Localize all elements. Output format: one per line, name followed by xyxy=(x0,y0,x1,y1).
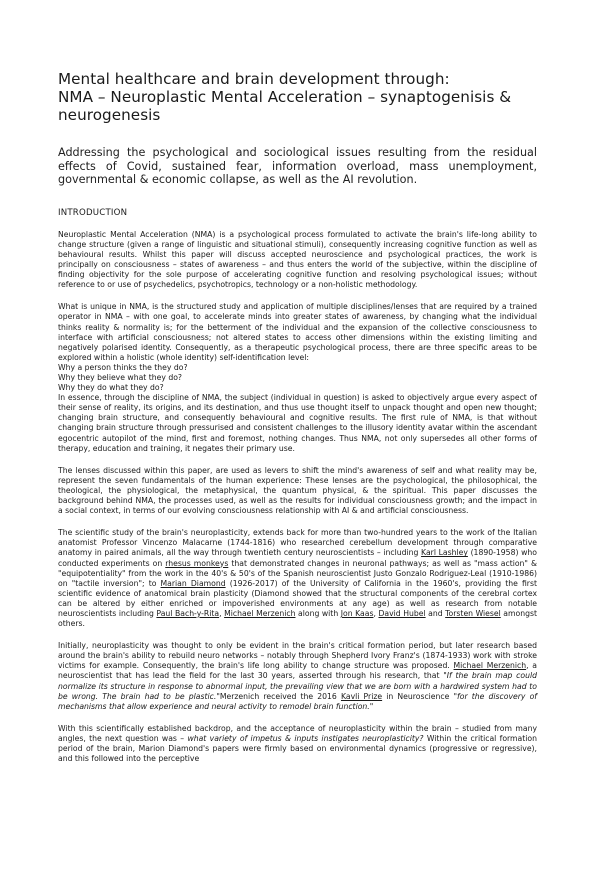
p6-text-d: in Neuroscience xyxy=(382,691,454,701)
paragraph-2-text: What is unique in NMA, is the structured study and application of multiple disciplines/lenses that are required by a trained operator in NMA – with one goal, to accelerate minds into greater states of awareness, by changing what the individual thinks reality & normality is; for the betterment of the individual and the expansion of the collective consciousness to interface with artificial consciousness; not altered states to access other dimensions within the existing limiting and negatively polarised identity. Consequently, as a therapeutic psychological process, there are three specific areas to be explored within a holistic (whole identity) self-identification level: xyxy=(58,302,537,362)
link-marian-diamond[interactable]: Marian Diamond xyxy=(160,578,226,588)
link-torsten-wiesel[interactable]: Torsten Wiesel xyxy=(445,608,501,618)
p5-text-g: , xyxy=(373,608,379,618)
link-rhesus-monkeys[interactable]: rhesus monkeys xyxy=(165,558,229,568)
p6-text-a: Initially, neuroplasticity was thought to only be evident in the brain's critical formation period, but later research based around the brain's ability to rebuild neuro networks – notably through Shepherd Ivory Franz's (1874-1933) work with stroke victims for example. Consequently, the brain's life long ability to change structure was proposed. xyxy=(58,641,537,671)
p5-text-d: (1926-2017) of the University of California in the 1960's, providing the first scientific evidence of anatomical brain plasticity (Diamond showed that the structural components of the cerebral cortex can be altered by either enriched or impoverished environments at any age) as well as research from notable neuroscientists including xyxy=(58,578,537,618)
paragraph-2 xyxy=(58,302,537,453)
document-subtitle: Addressing the psychological and sociological issues resulting from the residual effects of Covid, sustained fear, information overload, mass unemployment, governmental & economic collapse, as well as the AI revolution. xyxy=(58,146,537,187)
p7-text-b: Within the critical formation period of the brain, Marion Diamond's papers were firmly based on environmental dynamics (progressive or regressive), and this followed into the perceptive xyxy=(58,733,537,764)
paragraph-4: The lenses discussed within this paper, are used as levers to shift the mind's awareness of self and what reality may be, represent the seven fundamentals of the human experience: These lenses are the psychological, the philosophical, the theological, the physiological, the metaphysical, the quantum physical, & the spiritual. This paper discusses the background behind NMA, the processes used, as well as the results for individual consciousness growth; and the impact in a social context, in terms of our evolving consciousness relationship with AI & and artificial consciousness. xyxy=(58,465,537,516)
paragraph-1: Neuroplastic Mental Acceleration (NMA) is a psychological process formulated to activate the brain's life-long ability to change structure (given a range of linguistic and situational stimuli), consequently increasing cognitive function as well as behavioural results. Whilst this paper will discuss accepted neuroscience and psychological practices, the work is principally on consciousness – states of awareness – and thus enters the world of the subjective, within the discipline of finding objectivity for the sole purpose of accelerating cognitive function and resolving psychological issues; without reference to or use of psychedelics, psychotropics, technology or a non-holistic methodology. xyxy=(58,229,537,290)
question-line-3: Why they do what they do? xyxy=(58,383,164,393)
paragraph-7 xyxy=(58,724,537,764)
document-title xyxy=(58,70,537,124)
title-line-2: NMA – Neuroplastic Mental Acceleration – synaptogenisis & xyxy=(58,88,512,106)
p6-quote-1: "If the brain map could normalize its structure in response to abnormal input, the prevailing view that we are born with a hardwired system had to be wrong. The brain had to be plastic." xyxy=(58,671,538,701)
p7-text-a: With this scientifically established backdrop, and the acceptance of neuroplasticity within the brain – studied from many angles, the next question was – xyxy=(58,723,537,743)
p5-text-f: along with xyxy=(295,608,341,618)
document-page xyxy=(58,70,537,772)
link-karl-lashley[interactable]: Karl Lashley xyxy=(421,548,468,558)
p6-quote-2: "for the discovery of mechanisms that allow experience and neural activity to remodel brain function." xyxy=(58,691,538,711)
question-line-1: Why a person thinks the they do? xyxy=(58,362,188,372)
p5-text-b: (1890-1958) who conducted experiments on xyxy=(58,548,537,568)
title-line-3: neurogenesis xyxy=(58,106,161,124)
link-jon-kaas[interactable]: Jon Kaas xyxy=(340,608,374,618)
p5-text-h: and xyxy=(425,608,446,618)
title-line-1: Mental healthcare and brain development through: xyxy=(58,70,450,88)
p5-text-a: The scientific study of the brain's neuroplasticity, extends back for more than two-hundred years to the work of the Italian anatomist Professor Vincenzo Malacarne (1744-1816) who researched cerebellum development through comparative anatomy in paired animals, all the way through twentieth century neuroscientists – including xyxy=(58,528,537,558)
link-michael-merzenich-2[interactable]: Michael Merzenich xyxy=(453,661,527,671)
paragraph-5 xyxy=(58,528,537,629)
link-michael-merzenich[interactable]: Michael Merzenich xyxy=(224,608,296,618)
paragraph-6 xyxy=(58,641,537,712)
p7-quote-1: what variety of impetus & inputs instigates neuroplasticity? xyxy=(187,733,424,743)
p5-text-e: , xyxy=(219,608,225,618)
link-david-hubel[interactable]: David Hubel xyxy=(378,608,426,618)
p5-text-i: amongst others. xyxy=(58,608,537,629)
p6-text-c: Merzenich received the 2016 xyxy=(219,691,341,701)
link-paul-bach-y-rita[interactable]: Paul Bach-y-Rita xyxy=(156,608,220,618)
p5-text-c: that demonstrated changes in neuronal pathways; as well as "mass action" & "equipotentiality" from the work in the 40's & 50's of the Spanish neuroscientist Justo Gonzalo Rodriguez-Leal (1910-1986) on "tactile inversion"; to xyxy=(58,558,537,588)
question-line-2: Why they believe what they do? xyxy=(58,373,183,382)
link-kavli-prize[interactable]: Kavli Prize xyxy=(340,691,383,701)
p6-text-b: , a neuroscientist that has lead the field for the last 30 years, asserted through his research, that xyxy=(58,661,537,681)
section-heading-introduction: INTRODUCTION xyxy=(58,207,128,218)
paragraph-3-text: In essence, through the discipline of NMA, the subject (individual in question) is asked to objectively argue every aspect of their sense of reality, its origins, and its destination, and thus use thought itself to unpack thought and open new thought; changing brain structure, and consequently behavioural and cognitive results. The first rule of NMA, is that without changing brain structure through pressurised and consistent challenges to the illusory identity avatar within the ascendant egocentric autopilot of the mind, first and foremost, nothing changes. Thus NMA, not only supersedes all other forms of therapy, education and training, it negates their primary use. xyxy=(58,393,537,453)
